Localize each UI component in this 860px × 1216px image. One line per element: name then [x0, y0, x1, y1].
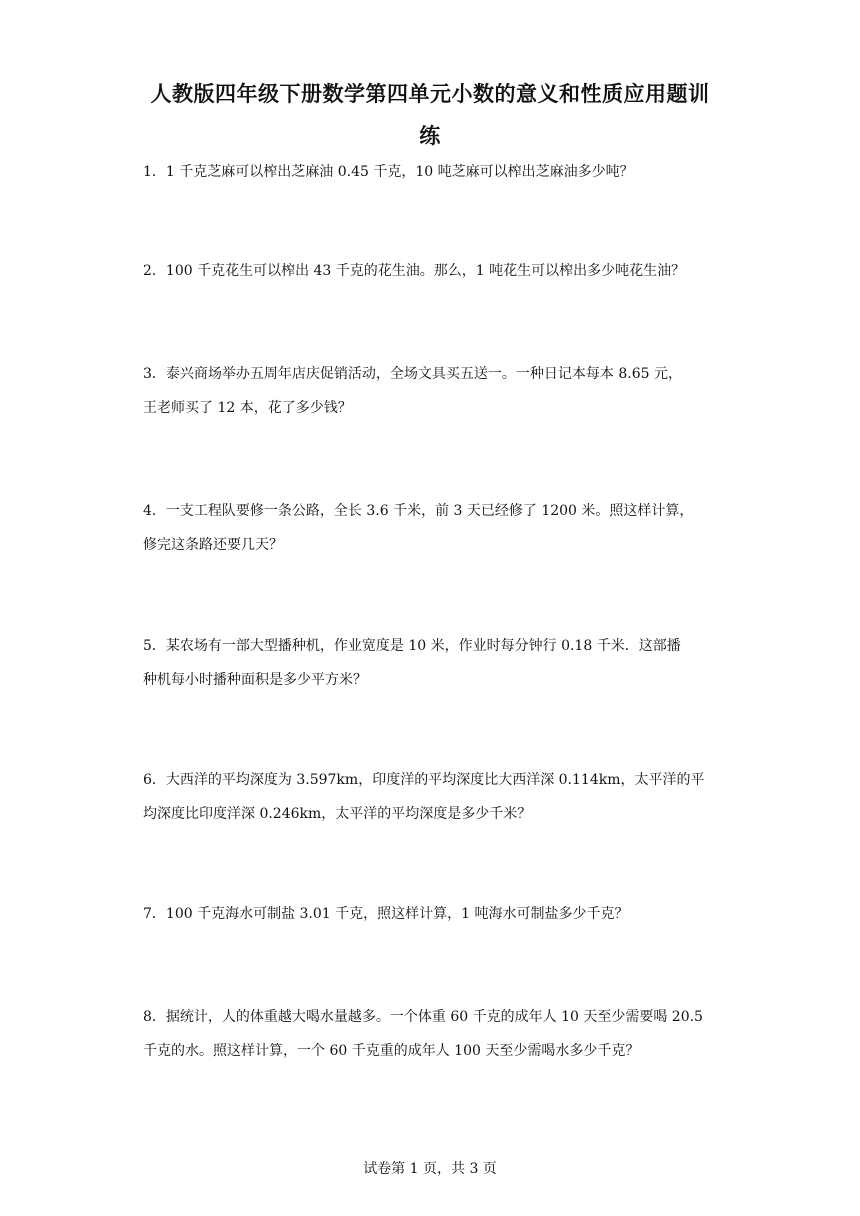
question-6-line-1: 6．大西洋的平均深度为 3.597km，印度洋的平均深度比大西洋深 0.114km，太平洋的平	[143, 772, 705, 788]
question-3-line-1: 3．泰兴商场举办五周年店庆促销活动，全场文具买五送一。一种日记本每本 8.65 元，	[143, 366, 682, 382]
question-1-line-1: 1．1 千克芝麻可以榨出芝麻油 0.45 千克，10 吨芝麻可以榨出芝麻油多少吨？	[143, 164, 634, 180]
question-7	[143, 897, 723, 931]
question-8-line-2: 千克的水。照这样计算，一个 60 千克重的成年人 100 天至少需喝水多少千克？	[143, 1043, 640, 1059]
document-title-line-1: 人教版四年级下册数学第四单元小数的意义和性质应用题训	[150, 82, 710, 106]
question-4-line-1: 4．一支工程队要修一条公路，全长 3.6 千米，前 3 天已经修了 1200 米。照这样计算，	[143, 503, 694, 519]
question-4	[143, 494, 723, 562]
question-5-line-2: 种机每小时播种面积是多少平方米？	[143, 672, 367, 688]
question-2	[143, 254, 723, 288]
question-7-line-1: 7．100 千克海水可制盐 3.01 千克，照这样计算，1 吨海水可制盐多少千克？	[143, 906, 629, 922]
question-3-line-2: 王老师买了 12 本，花了多少钱？	[143, 400, 352, 416]
question-6-line-2: 均深度比印度洋深 0.246km，太平洋的平均深度是多少千米？	[143, 806, 532, 822]
question-6	[143, 763, 723, 831]
question-5	[143, 629, 723, 697]
question-8-line-1: 8．据统计，人的体重越大喝水量越多。一个体重 60 千克的成年人 10 天至少需要喝 20.5	[143, 1009, 703, 1025]
question-3	[143, 357, 723, 425]
page-footer: 试卷第 1 页，共 3 页	[363, 1161, 497, 1177]
document-title-line-2: 练	[419, 124, 441, 148]
question-1	[143, 155, 723, 189]
question-2-line-1: 2．100 千克花生可以榨出 43 千克的花生油。那么，1 吨花生可以榨出多少吨花生油？	[143, 263, 686, 279]
question-4-line-2: 修完这条路还要几天？	[143, 537, 283, 553]
question-5-line-1: 5．某农场有一部大型播种机，作业宽度是 10 米，作业时每分钟行 0.18 千米．这部播	[143, 638, 681, 654]
question-8	[143, 1000, 723, 1068]
